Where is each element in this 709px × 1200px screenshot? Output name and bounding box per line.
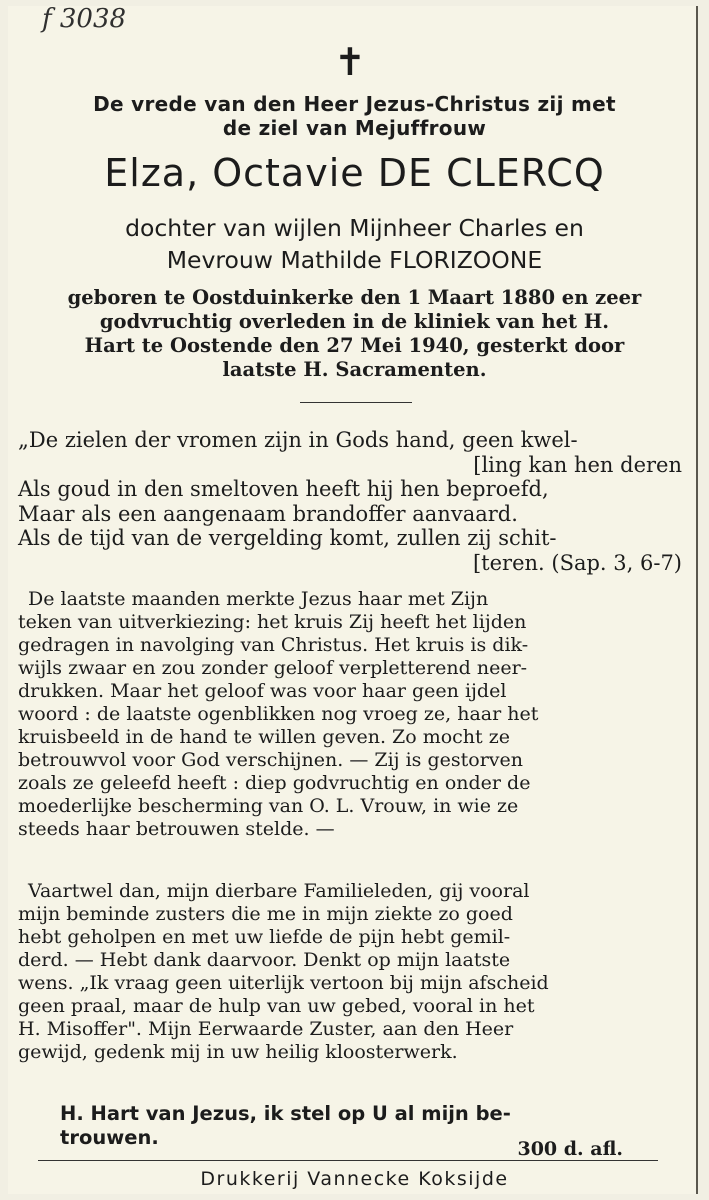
paragraph-line: kruisbeeld in de hand te willen geven. Zo mocht ze [18,726,510,748]
paragraph-line: betrouwvol voor God verschijnen. — Zij is gestorven [18,749,524,771]
indulgence-note: 300 d. afl. [517,1138,623,1160]
bottom-divider [38,1160,658,1161]
parents-line: dochter van wijlen Mijnheer Charles en [125,214,584,242]
paragraph-farewell [18,880,690,1064]
paragraph-line: geen praal, maar de hulp van uw gebed, vooral in het [18,995,535,1017]
paragraph-line: Vaartwel dan, mijn dierbare Familieleden, gij vooral [28,880,530,902]
prayer-line: trouwen. [60,1126,159,1149]
paragraph-line: wijls zwaar en zou zonder geloof verpletterend neer- [18,657,528,679]
paragraph-line: teken van uitverkiezing: het kruis Zij heeft het lijden [18,611,527,633]
cross-icon: ✝ [334,40,366,84]
paragraph-line: gewijd, gedenk mij in uw heilig kloosterwerk. [18,1041,458,1063]
dates-line: geboren te Oostduinkerke den 1 Maart 1880 en zeer [67,286,642,309]
divider [300,402,412,403]
paragraph-line: wens. „Ik vraag geen uiterlijk vertoon bij mijn afscheid [18,972,549,994]
peace-header [0,92,709,140]
paragraph-line: derd. — Hebt dank daarvoor. Denkt op mijn laatste [18,949,511,971]
paragraph-last-months [18,588,690,841]
quote-line: Als de tijd van de vergelding komt, zullen zij schit- [18,526,557,550]
quote-line: Als goud in den smeltoven heeft hij hen beproefd, [18,477,549,501]
quote-line: „De zielen der vromen zijn in Gods hand, geen kwel- [18,428,578,452]
dates-line: laatste H. Sacramenten. [222,358,487,381]
paragraph-line: H. Misoffer". Mijn Eerwaarde Zuster, aan den Heer [18,1018,514,1040]
parents [0,212,709,276]
prayer-line: H. Hart van Jezus, ik stel op U al mijn be- [60,1102,511,1125]
archive-number: f 3038 [42,4,127,34]
scripture-quote [18,428,690,575]
peace-line: De vrede van den Heer Jezus-Christus zij met [93,92,616,116]
dates-line: Hart te Oostende den 27 Mei 1940, gesterkt door [84,334,625,357]
dates-line: godvruchtig overleden in de kliniek van het H. [99,310,610,333]
paragraph-line: hebt geholpen en met uw liefde de pijn hebt gemil- [18,926,511,948]
quote-line: [teren. (Sap. 3, 6-7) [472,550,682,575]
paragraph-line: De laatste maanden merkte Jezus haar met Zijn [28,588,489,610]
printer-credit: Drukkerij Vannecke Koksijde [200,1168,509,1190]
quote-line: [ling kan hen deren [473,452,682,477]
life-dates [0,286,709,382]
paragraph-line: steeds haar betrouwen stelde. — [18,818,335,840]
parents-line: Mevrouw Mathilde FLORIZOONE [166,246,543,274]
paragraph-line: woord : de laatste ogenblikken nog vroeg ze, haar het [18,703,539,725]
paragraph-line: zoals ze geleefd heeft : diep godvruchtig en onder de [18,772,531,794]
quote-line: Maar als een aangenaam brandoffer aanvaard. [18,501,518,526]
paragraph-line: drukken. Maar het geloof was voor haar geen ijdel [18,680,507,702]
paragraph-line: gedragen in navolging van Christus. Het kruis is dik- [18,634,529,656]
paragraph-line: mijn beminde zusters die me in mijn ziekte zo goed [18,903,513,925]
paragraph-line: moederlijke bescherming van O. L. Vrouw, in wie ze [18,795,519,817]
peace-line: de ziel van Mejuffrouw [222,116,487,140]
deceased-name: Elza, Octavie DE CLERCQ [104,151,605,195]
